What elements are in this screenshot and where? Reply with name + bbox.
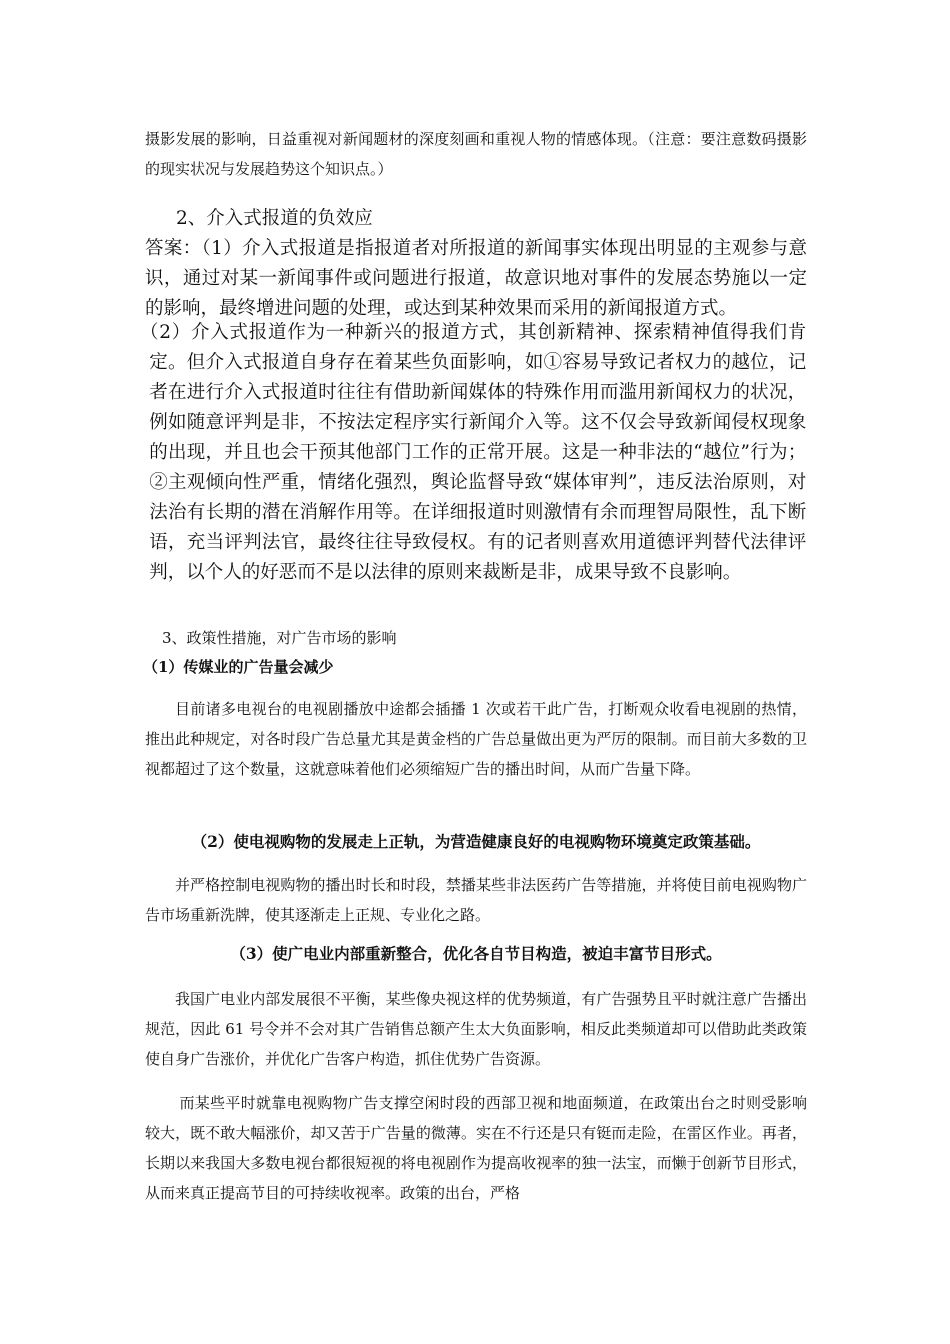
intro-paragraph: 摄影发展的影响，日益重视对新闻题材的深度刻画和重视人物的情感体现。（注意：要注意数码摄影的现实状况与发展趋势这个知识点。） xyxy=(145,130,807,178)
section-3-sub-1-body: 目前诸多电视台的电视剧播放中途都会插播 1 次或若干此广告，打断观众收看电视剧的热情，推出此种规定，对各时段广告总量尤其是黄金档的广告总量做出更为严厉的限制。而目前大多数的卫视都超过了这个数量，这就意味着他们必须缩短广告的播出时间，从而广告量下降。 xyxy=(145,700,807,778)
section-3-heading: 3、政策性措施，对广告市场的影响 xyxy=(162,629,397,647)
section-3-sub-1-title: （1）传媒业的广告量会减少 xyxy=(143,658,334,676)
section-3-sub-2-body: 并严格控制电视购物的播出时长和时段，禁播某些非法医药广告等措施，并将使目前电视购物广告市场重新洗牌，使其逐渐走上正规、专业化之路。 xyxy=(145,876,807,924)
section-2-answer-part-1: 答案：（1）介入式报道是指报道者对所报道的新闻事实体现出明显的主观参与意识，通过对某一新闻事件或问题进行报道，故意识地对事件的发展态势施以一定的影响，最终增进问题的处理，或达到某种效果而采用的新闻报道方式。 xyxy=(145,238,807,319)
section-2-answer-part-2: （2）介入式报道作为一种新兴的报道方式，其创新精神、探索精神值得我们肯定。但介入式报道自身存在着某些负面影响，如①容易导致记者权力的越位，记者在进行介入式报道时往往有借助新闻媒体的特殊作用而滥用新闻权力的状况，例如随意评判是非，不按法定程序实行新闻介入等。这不仅会导致新闻侵权现象的出现，并且也会干预其他部门工作的正常开展。这是一种非法的“越位”行为；②主观倾向性严重，情绪化强烈，舆论监督导致“媒体审判”，违反法治原则，对法治有长期的潜在消解作用等。在详细报道时则激情有余而理智局限性，乱下断语，充当评判法官，最终往往导致侵权。有的记者则喜欢用道德评判替代法律评判，以个人的好恶而不是以法律的原则来裁断是非，成果导致不良影响。 xyxy=(140,322,807,583)
section-3-sub-2-title: （2）使电视购物的发展走上正轨，为营造健康良好的电视购物环境奠定政策基础。 xyxy=(191,832,761,851)
section-3-sub-3-body-1: 我国广电业内部发展很不平衡，某些像央视这样的优势频道，有广告强势且平时就注意广告播出规范，因此 61 号令并不会对其广告销售总额产生太大负面影响，相反此类频道却可以借助此类政策使自身广告涨价，并优化广告客户构造，抓住优势广告资源。 xyxy=(145,990,807,1068)
section-3-sub-3-body-2: 而某些平时就靠电视购物广告支撑空闲时段的西部卫视和地面频道，在政策出台之时则受影响较大，既不敢大幅涨价，却又苦于广告量的微薄。实在不行还是只有铤而走险，在雷区作业。再者，长期以来我国大多数电视台都很短视的将电视剧作为提高收视率的独一法宝，而懒于创新节目形式，从而来真正提高节目的可持续收视率。政策的出台，严格 xyxy=(145,1094,807,1202)
section-2-heading: 2、介入式报道的负效应 xyxy=(176,208,373,229)
section-3-sub-3-title: （3）使广电业内部重新整合，优化各自节目构造，被迫丰富节目形式。 xyxy=(230,944,722,963)
